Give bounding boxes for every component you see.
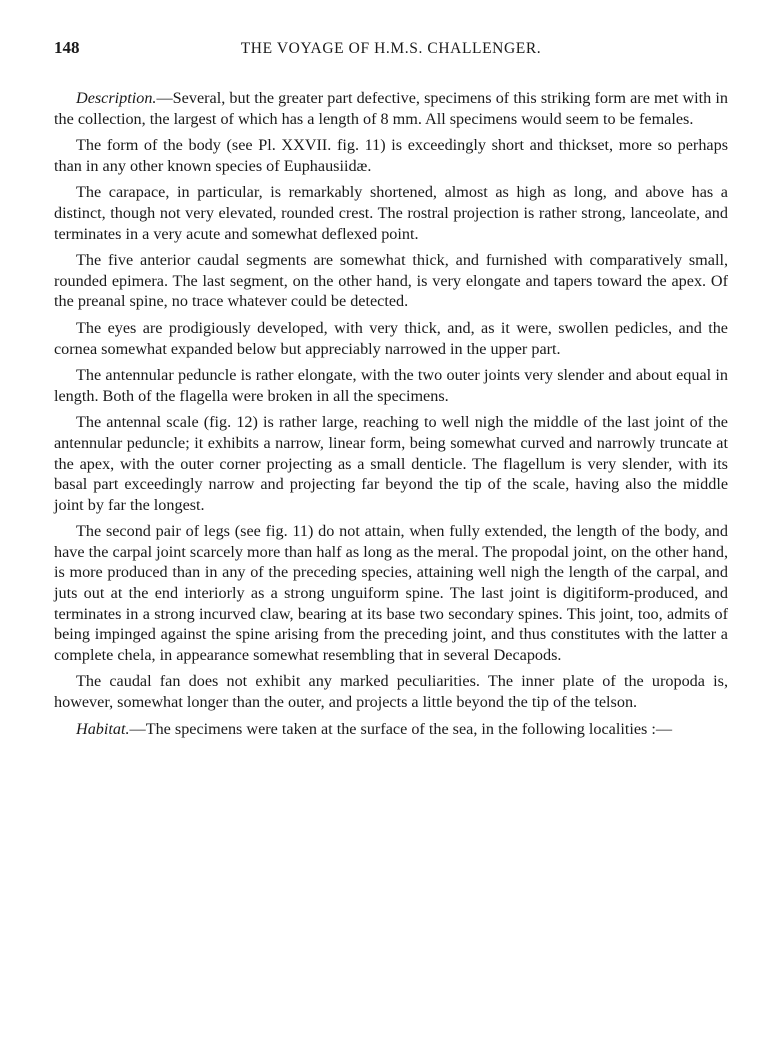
paragraph-antennular-peduncle — [54, 365, 728, 406]
paragraph-text: —The specimens were taken at the surface of the sea, in the following localities :— — [129, 719, 673, 738]
paragraph-text: The five anterior caudal segments are somewhat thick, and furnished with comparatively small, rounded epimera. The last segment, on the other hand, is very elongate and tapers toward the apex. Of the preanal spine, no trace whatever could be detected. — [54, 251, 728, 311]
page-number: 148 — [54, 38, 80, 57]
paragraph-text: The second pair of legs (see fig. 11) do not attain, when fully extended, the length of the body, and have the carpal joint scarcely more than half as long as the meral. The propodal joint, on the other hand, is more produced than in any of the preceding species, attaining well nigh the length of the carpal, and juts out at the end interiorly as a strong unguiform spine. The last joint is digitiform-produced, and terminates in a strong incurved claw, bearing at its base two secondary spines. This joint, too, admits of being impinged against the spine arising from the preceding joint, and thus constitutes with the latter a complete chela, in appearance somewhat resembling that in several Decapods. — [54, 522, 728, 664]
paragraph-habitat — [54, 719, 728, 740]
paragraph-caudal-fan — [54, 671, 728, 712]
running-title: THE VOYAGE OF H.M.S. CHALLENGER. — [240, 40, 542, 57]
section-lead-habitat: Habitat. — [76, 719, 130, 738]
paragraph-caudal-segments — [54, 250, 728, 312]
paragraph-carapace — [54, 182, 728, 244]
paragraph-text: The antennal scale (fig. 12) is rather large, reaching to well nigh the middle of the last joint of the antennular peduncle; it exhibits a narrow, linear form, being somewhat curved and narrowly truncate at the apex, with the outer corner projecting as a small denticle. The flagellum is very slender, with its basal part exceedingly narrow and projecting far beyond the tip of the scale, having also the middle joint by far the longest. — [54, 413, 728, 514]
paragraph-text: The caudal fan does not exhibit any marked peculiarities. The inner plate of the uropoda is, however, somewhat longer than the outer, and projects a little beyond the tip of the telson. — [54, 672, 728, 712]
paragraph-body-form — [54, 135, 728, 176]
paragraph-text: The eyes are prodigiously developed, with very thick, and, as it were, swollen pedicles, and the cornea somewhat expanded below but appreciably narrowed in the upper part. — [54, 318, 728, 358]
page — [54, 38, 728, 745]
body-text — [54, 88, 728, 739]
paragraph-text: The form of the body (see Pl. XXVII. fig. 11) is exceedingly short and thickset, more so perhaps than in any other known species of Euphausiidæ. — [54, 136, 728, 175]
paragraph-description — [54, 88, 728, 129]
paragraph-eyes — [54, 318, 728, 359]
paragraph-text: The carapace, in particular, is remarkably shortened, almost as high as long, and above has a distinct, though not very elevated, rounded crest. The rostral projection is rather strong, lanceolate, and terminates in a very acute and somewhat deflexed point. — [54, 183, 728, 243]
paragraph-second-legs — [54, 521, 728, 665]
paragraph-text: The antennular peduncle is rather elongate, with the two outer joints very slender and about equal in length. Both of the flagella were broken in all the specimens. — [54, 366, 728, 405]
paragraph-text: —Several, but the greater part defective, specimens of this striking form are met with in the collection, the largest of which has a length of 8 mm. All specimens would seem to be females. — [54, 89, 728, 128]
page-header — [54, 38, 728, 66]
section-lead-description: Description. — [76, 89, 157, 107]
paragraph-antennal-scale — [54, 412, 728, 515]
